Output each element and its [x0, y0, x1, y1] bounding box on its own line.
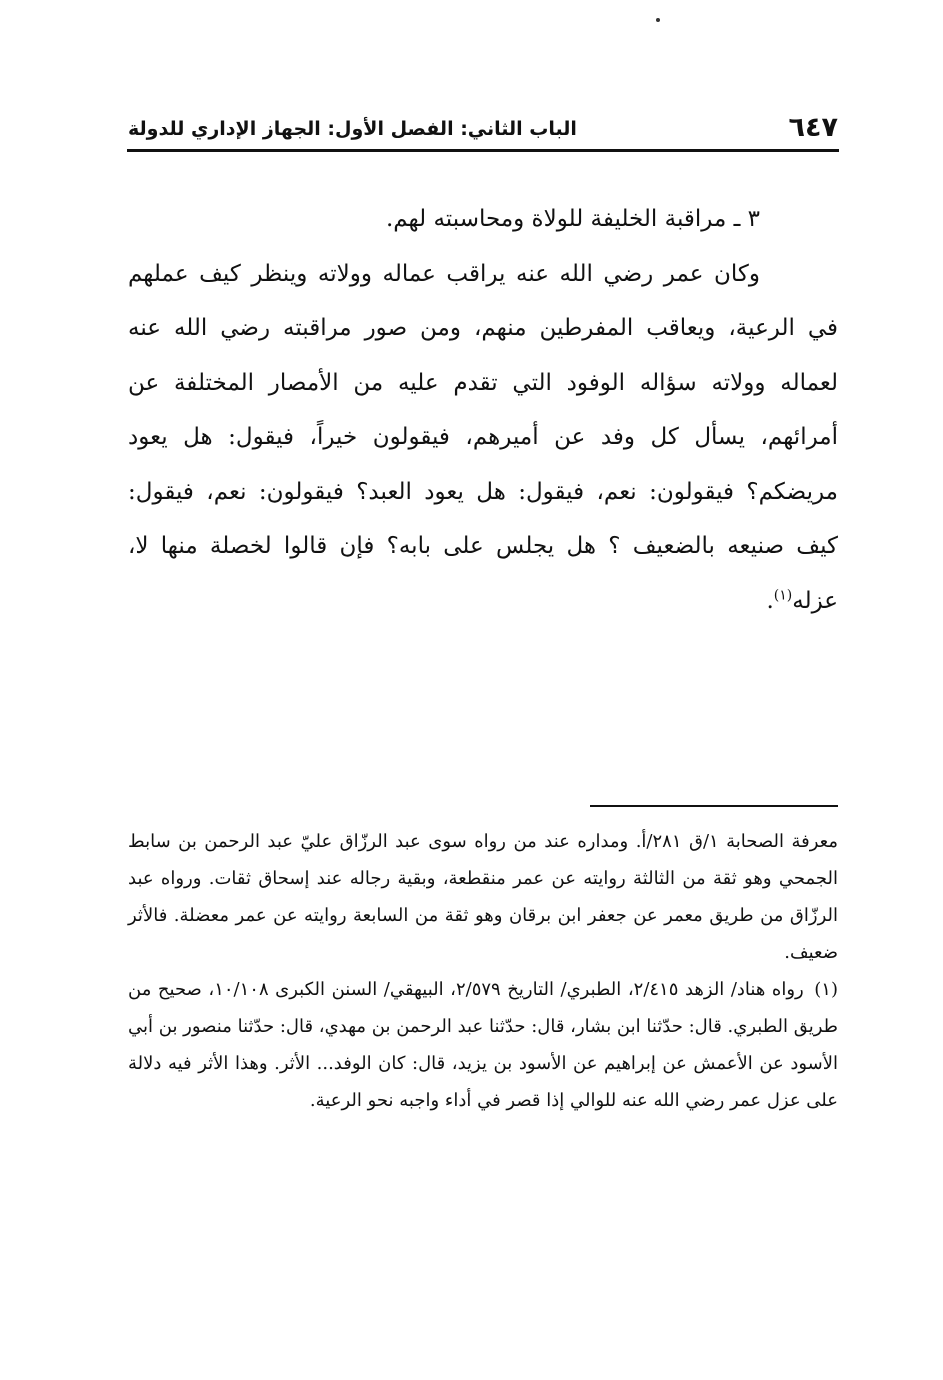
- footnotes: [128, 823, 838, 1119]
- footnote-1-marker: (١): [814, 979, 838, 1000]
- scan-speck: [656, 18, 660, 22]
- footnote-reference[interactable]: (١): [773, 586, 793, 603]
- footnote-separator: [590, 805, 838, 807]
- paragraph-text: وكان عمر رضي الله عنه يراقب عماله وولاته وينظر كيف عملهم في الرعية، ويعاقب المفرطين منهم، ومن صور مراقبته رضي الله عنه لعماله وولاته سؤاله الوفود التي تقدم عليه من الأمصار المختلفة عن أمرائهم، يسأل كل وفد عن أميرهم، فيقولون خيراً، فيقول: هل يعود مريضكم؟ فيقولون: نعم، فيقول: هل يعود العبد؟ فيقولون: نعم، فيقول: كيف صنيعه بالضعيف ؟ هل يجلس على بابه؟ فإن قالوا لخصلة منها لا، عزله: [128, 260, 838, 614]
- main-text: [128, 192, 838, 628]
- page-header: [128, 112, 838, 148]
- footnote-1: [128, 971, 838, 1119]
- page-number: ٦٤٧: [788, 112, 838, 143]
- footnote-continued: معرفة الصحابة ١/ق ٢٨١/أ. ومداره عند من رواه سوى عبد الرزّاق عليّ عبد الرحمن بن سابط الجمحي وهو ثقة من الثالثة روايته عن عمر منقطعة، وبقية رجاله عند إسحاق ثقات. ورواه عبد الرزّاق من طريق معمر عن جعفر ابن برقان وهو ثقة من السابعة روايته عن عمر معضلة. فالأثر ضعيف.: [128, 831, 838, 963]
- footnote-1-text: رواه هناد/ الزهد ٢/٤١٥، الطبري/ التاريخ ٢/٥٧٩، البيهقي/ السنن الكبرى ١٠/١٠٨، صحيح من طريق الطبري. قال: حدّثنا ابن بشار، قال: حدّثنا عبد الرحمن بن مهدي، قال: حدّثنا منصور بن أبي الأسود عن الأعمش عن إبراهيم عن الأسود بن يزيد، قال: كان الوفد... الأثر. وهذا الأثر فيه دلالة على عزل عمر رضي الله عنه للوالي إذا قصر في أداء واجبه نحو الرعية.: [128, 979, 838, 1111]
- body-paragraph: [128, 247, 838, 629]
- section-heading: ٣ ـ مراقبة الخليفة للولاة ومحاسبته لهم.: [385, 206, 760, 232]
- running-title: الباب الثاني: الفصل الأول: الجهاز الإداري للدولة: [128, 118, 577, 140]
- paragraph-end: .: [766, 587, 774, 614]
- header-rule: [127, 149, 839, 152]
